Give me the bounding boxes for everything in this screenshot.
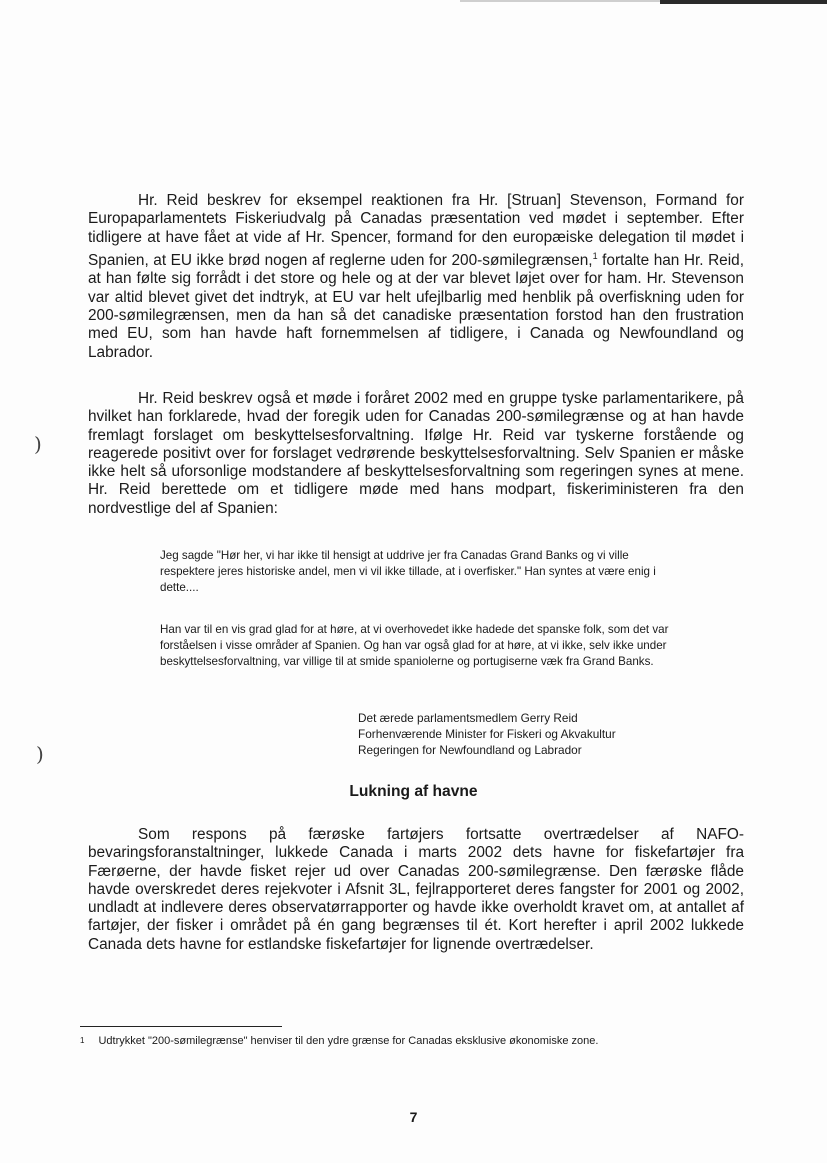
attribution-title: Forhenværende Minister for Fiskeri og Akvakultur	[358, 726, 616, 741]
page-number: 7	[409, 1109, 418, 1125]
footnote-reference: 1	[592, 250, 598, 261]
block-quote: Han var til en vis grad glad for at høre, at vi overhovedet ikke hadede det spanske folk, som det var forståelsen i visse områder af Spanien. Og han var også glad for at høre, at vi ikke, selv ikke under beskyttelsesforvaltning, var villige til at smide spaniolerne og portugiserne væk fra Grand Banks.	[160, 623, 669, 668]
paragraph-text: fortalte han Hr. Reid, at han følte sig forrådt i det store og hele og at der var blevet løjet over for ham. Hr. Stevenson var altid blevet givet det indtryk, at EU var helt ufejlbarlig med henblik på overfiskning uden for 200-sømilegrænsen, men da han så det canadiske præsentation forstod han den frustration med EU, som han havde haft fornemmelsen af tidligere, i Canada og Newfoundland og Labrador.	[88, 252, 744, 361]
section-heading: Lukning af havne	[349, 783, 478, 800]
paragraph-port-closure: Som respons på færøske fartøjers fortsatte overtrædelser af NAFO-bevaringsforanstaltninger, lukkede Canada i marts 2002 dets havne for fiskefartøjer fra Færøerne, der havde fisket rejer ud over Canadas 200-sømilegrænse. Den færøske flåde havde overskredet deres rejekvoter i Afsnit 3L, fejlrapporteret deres fangster for 2001 og 2002, undladt at indlevere deres observatørrapporter og havde ikke overholdt kravet om, at antallet af fartøjer, der fisker i området på én gang begrænses til ét. Kort herefter i april 2002 lukkede Canada dets havne for estlandske fiskefartøjer for lignende overtrædelser.	[88, 826, 744, 953]
footnote-marker: 1	[80, 1036, 85, 1045]
scan-artifact	[460, 0, 660, 2]
footnote	[80, 1034, 598, 1048]
paragraph-german-meeting: Hr. Reid beskrev også et møde i foråret 2002 med en gruppe tyske parlamentarikere, på hvilket han forklarede, hvad der foregik uden for Canadas 200-sømilegrænse og at han havde fremlagt forslaget om beskyttelsesforvaltning. Ifølge Hr. Reid var tyskerne forstående og reagerede positivt over for forslaget vedrørende beskyttelsesforvaltning. Selv Spanien er måske ikke helt så uforsonlige modstandere af beskyttelsesforvaltning som regeringen synes at mene. Hr. Reid berettede om et tidligere møde med hans modpart, fiskeriministeren fra den nordvestlige del af Spanien:	[88, 390, 744, 517]
scan-margin-mark: )	[34, 432, 42, 456]
quote-attribution	[358, 711, 616, 758]
paragraph-text: Hr. Reid beskrev for eksempel reaktionen fra Hr. [Struan] Stevenson, Formand for Europaparlamentets Fiskeriudvalg på Canadas præsentation ved mødet i september. Efter tidligere at have fået at vide af Hr. Spencer, formand for den europæiske delegation til mødet i Spanien, at EU ikke brød nogen af reglerne uden for 200-sømilegrænsen,	[88, 192, 744, 270]
footnote-divider	[80, 1026, 282, 1027]
block-quote: Jeg sagde "Hør her, vi har ikke til hensigt at uddrive jer fra Canadas Grand Banks og vi ville respektere jeres historiske andel, men vi vil ikke tillade, at i overfisker." Han syntes at være enig i dette....	[160, 549, 656, 594]
footnote-text: Udtrykket "200-sømilegrænse" henviser til den ydre grænse for Canadas eksklusive økonomiske zone.	[98, 1035, 599, 1047]
attribution-name: Det ærede parlamentsmedlem Gerry Reid	[358, 711, 578, 725]
paragraph-reid-stevenson	[88, 192, 744, 362]
attribution-government: Regeringen for Newfoundland og Labrador	[358, 742, 582, 757]
scan-edge-bar	[660, 0, 827, 4]
scan-margin-mark: )	[36, 742, 44, 766]
